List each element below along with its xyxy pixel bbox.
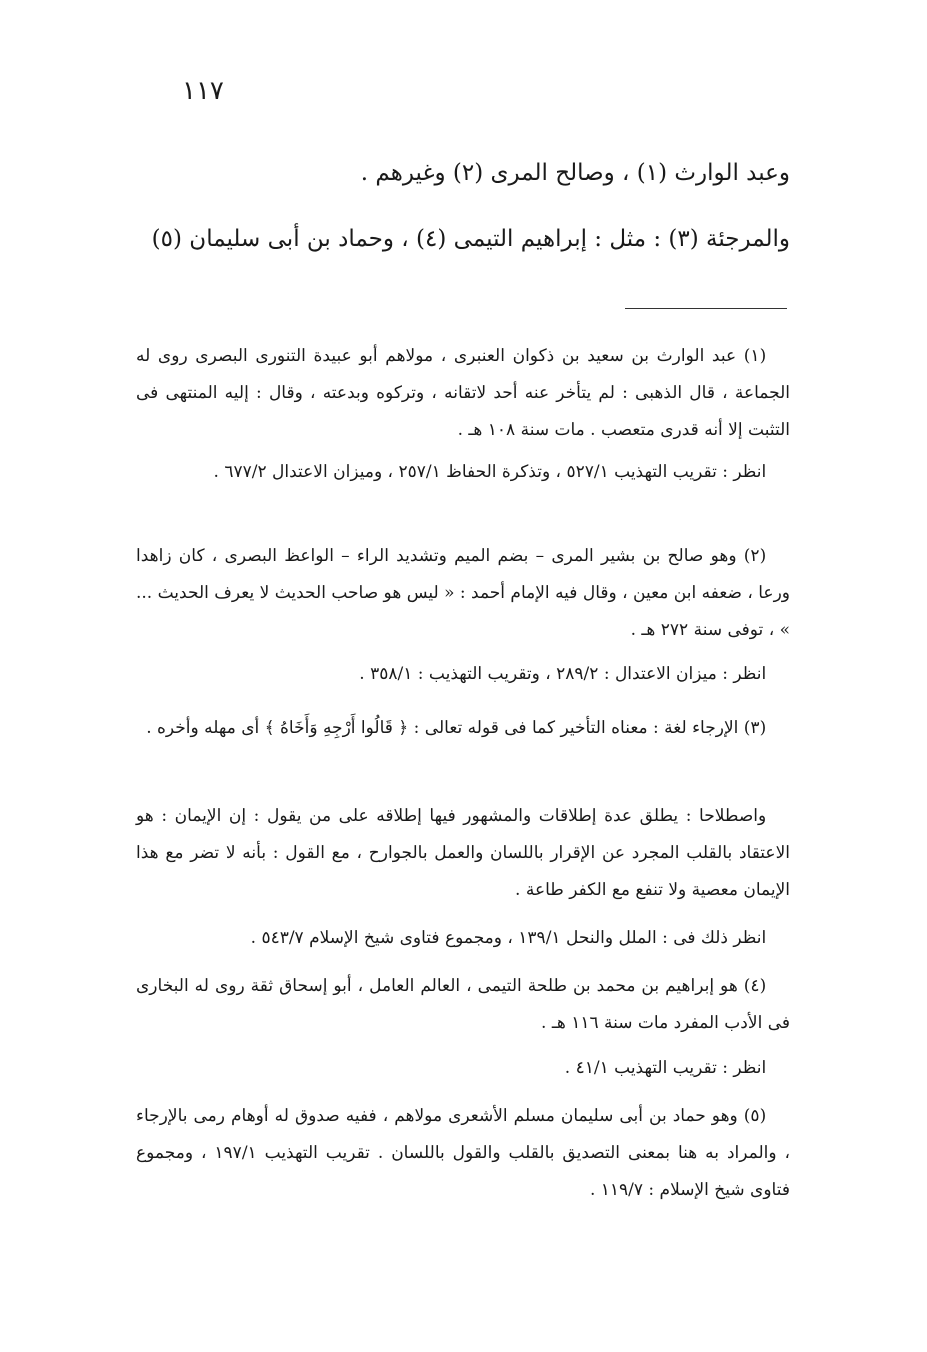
footnote-3-definition-text: واصطلاحا : يطلق عدة إطلاقات والمشهور فيها إطلاقه على من يقول : إن الإيمان : هو الاعتقاد بالقلب المجرد عن الإقرار باللسان والعمل بالجوارح ، مع القول : بأنه لا تضر مع هذا الإيمان معصية ولا تنفع مع الكفر طاعة .	[136, 806, 790, 901]
footnote-separator	[625, 308, 787, 309]
footnote-5	[136, 1098, 790, 1210]
footnote-4-reference-text: انظر : تقريب التهذيب ٤١/١ .	[564, 1058, 767, 1078]
footnote-1-reference-text: انظر : تقريب التهذيب ٥٢٧/١ ، وتذكرة الحفاظ ٢٥٧/١ ، وميزان الاعتدال ٦٧٧/٢ .	[213, 462, 767, 482]
footnote-4	[136, 968, 790, 1042]
footnote-4-text: (٤) هو إبراهيم بن محمد بن طلحة التيمى ، العالم العامل ، أبو إسحاق ثقة روى له البخارى فى الأدب المفرد مات سنة ١١٦ هـ .	[136, 976, 790, 1034]
page-number: ١١٧	[182, 76, 224, 106]
footnote-1-reference	[136, 454, 790, 491]
footnote-5-text: (٥) وهو حماد بن أبى سليمان مسلم الأشعرى مولاهم ، ففيه صدوق له أوهام رمى بالإرجاء ، والمراد به هنا بمعنى التصديق بالقلب والقول باللسان . تقريب التهذيب ١٩٧/١ ، ومجموع فتاوى شيخ الإسلام : ١١٩/٧ .	[136, 1106, 790, 1201]
footnote-1	[136, 338, 790, 450]
footnote-3-definition	[136, 798, 790, 910]
main-text-line-2: والمرجئة (٣) : مثل : إبراهيم التيمى (٤) ، وحماد بن أبى سليمان (٥)	[151, 226, 790, 252]
footnote-2-reference	[136, 656, 790, 693]
footnote-2-reference-text: انظر : ميزان الاعتدال : ٢٨٩/٢ ، وتقريب التهذيب : ٣٥٨/١ .	[359, 664, 767, 684]
main-text-line-1: وعبد الوارث (١) ، وصالح المرى (٢) وغيرهم .	[360, 160, 790, 186]
footnote-3-reference-text: انظر ذلك فى : الملل والنحل ١٣٩/١ ، ومجموع فتاوى شيخ الإسلام ٥٤٣/٧ .	[250, 928, 767, 948]
footnote-3-reference	[136, 920, 790, 957]
footnote-1-text: (١) عبد الوارث بن سعيد بن ذكوان العنبرى ، مولاهم أبو عبيدة التنورى البصرى روى له الجماعة ، قال الذهبى : لم يتأخر عنه أحد لاتقانه ، وتركوه وبدعته ، وقال : إليه المنتهى فى التثبت إلا أنه قدرى متعصب . مات سنة ١٠٨ هـ .	[136, 346, 790, 441]
footnote-3	[136, 710, 790, 747]
footnote-2-text: (٢) وهو صالح بن بشير المرى – بضم الميم وتشديد الراء – الواعظ البصرى ، كان زاهدا ورعا ، ضعفه ابن معين ، وقال فيه الإمام أحمد : « ليس هو صاحب الحديث لا يعرف الحديث ... » ، توفى سنة ٢٧٢ هـ .	[136, 546, 790, 641]
footnote-2	[136, 538, 790, 650]
footnote-4-reference	[136, 1050, 790, 1087]
footnote-3-text: (٣) الإرجاء لغة : معناه التأخير كما فى قوله تعالى : ﴿ قَالُوا أَرْجِهِ وَأَخَاهُ ﴾ أى مهله وأخره .	[146, 718, 767, 738]
